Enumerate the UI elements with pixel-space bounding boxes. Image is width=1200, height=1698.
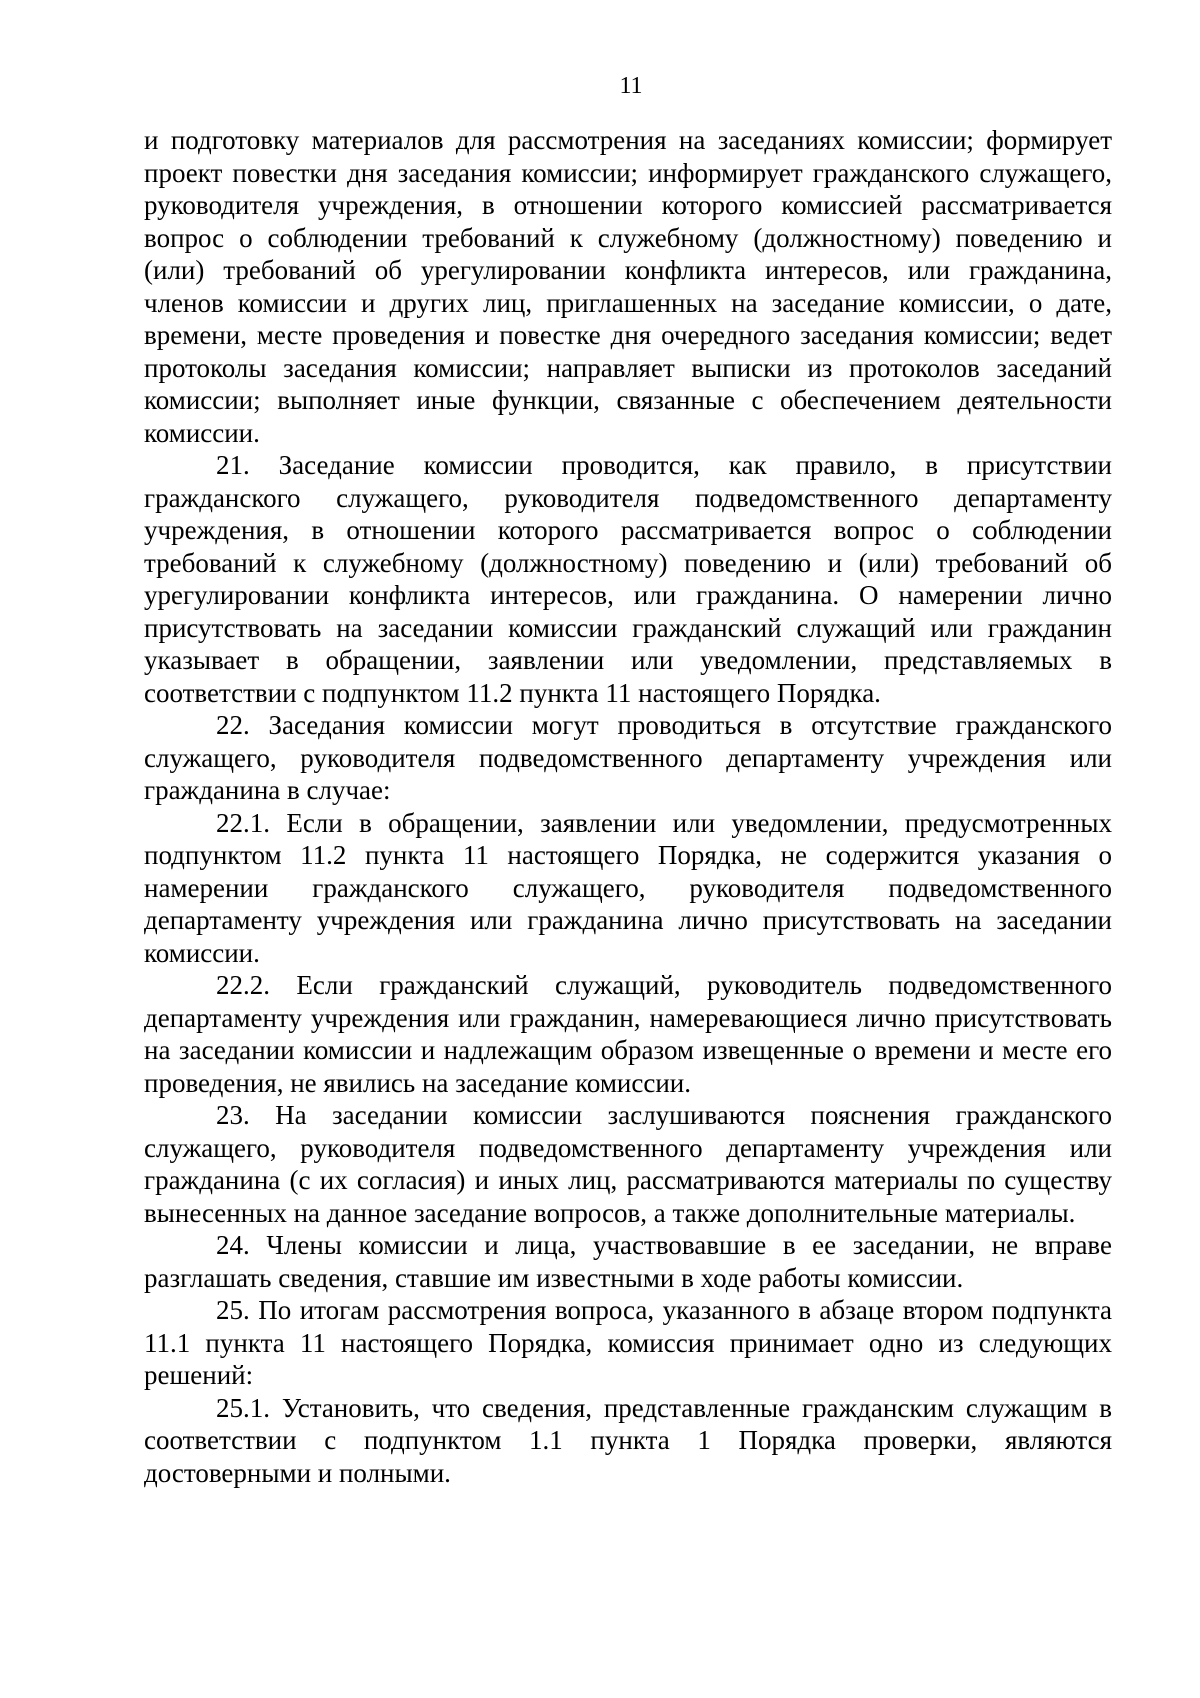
document-body (144, 124, 1112, 1489)
page-number: 11 (619, 73, 643, 99)
paragraph-22: 22. Заседания комиссии могут проводиться в отсутствие гражданского служащего, руководителя подведомственного департаменту учреждения или гражданина в случае: (144, 710, 1112, 805)
paragraph-21: 21. Заседание комиссии проводится, как правило, в присутствии гражданского служащего, руководителя подведомственного департаменту учреждения, в отношении которого рассматривается вопрос о соблюдении требований к служебному (должностному) поведению и (или) требований об урегулировании конфликта интересов, или гражданина. О намерении лично присутствовать на заседании комиссии гражданский служащий или гражданин указывает в обращении, заявлении или уведомлении, представляемых в соответствии с подпунктом 11.2 пункта 11 настоящего Порядка. (144, 450, 1112, 708)
paragraph-22-1: 22.1. Если в обращении, заявлении или уведомлении, предусмотренных подпунктом 11.2 пункта 11 настоящего Порядка, не содержится указания о намерении гражданского служащего, руководителя подведомственного департаменту учреждения или гражданина лично присутствовать на заседании комиссии. (144, 807, 1112, 968)
paragraph-22-2: 22.2. Если гражданский служащий, руководитель подведомственного департаменту учреждения или гражданин, намеревающиеся лично присутствовать на заседании комиссии и надлежащим образом извещенные о времени и месте его проведения, не явились на заседание комиссии. (144, 970, 1112, 1098)
paragraph-continuation: и подготовку материалов для рассмотрения на заседаниях комиссии; формирует проект повестки дня заседания комиссии; информирует гражданского служащего, руководителя учреждения, в отношении которого комиссией рассматривается вопрос о соблюдении требований к служебному (должностному) поведению и (или) требований об урегулировании конфликта интересов, или гражданина, членов комиссии и других лиц, приглашенных на заседание комиссии, о дате, времени, месте проведения и повестке дня очередного заседания комиссии; ведет протоколы заседания комиссии; направляет выписки из протоколов заседаний комиссии; выполняет иные функции, связанные с обеспечением деятельности комиссии. (144, 125, 1112, 448)
paragraph-23: 23. На заседании комиссии заслушиваются пояснения гражданского служащего, руководителя подведомственного департаменту учреждения или гражданина (с их согласия) и иных лиц, рассматриваются материалы по существу вынесенных на данное заседание вопросов, а также дополнительные материалы. (144, 1100, 1112, 1228)
paragraph-25-1: 25.1. Установить, что сведения, представленные гражданским служащим в соответствии с подпунктом 1.1 пункта 1 Порядка проверки, являются достоверными и полными. (144, 1392, 1112, 1488)
paragraph-25: 25. По итогам рассмотрения вопроса, указанного в абзаце втором подпункта 11.1 пункта 11 настоящего Порядка, комиссия принимает одно из следующих решений: (144, 1295, 1112, 1390)
paragraph-24: 24. Члены комиссии и лица, участвовавшие в ее заседании, не вправе разглашать сведения, ставшие им известными в ходе работы комиссии. (144, 1230, 1112, 1293)
